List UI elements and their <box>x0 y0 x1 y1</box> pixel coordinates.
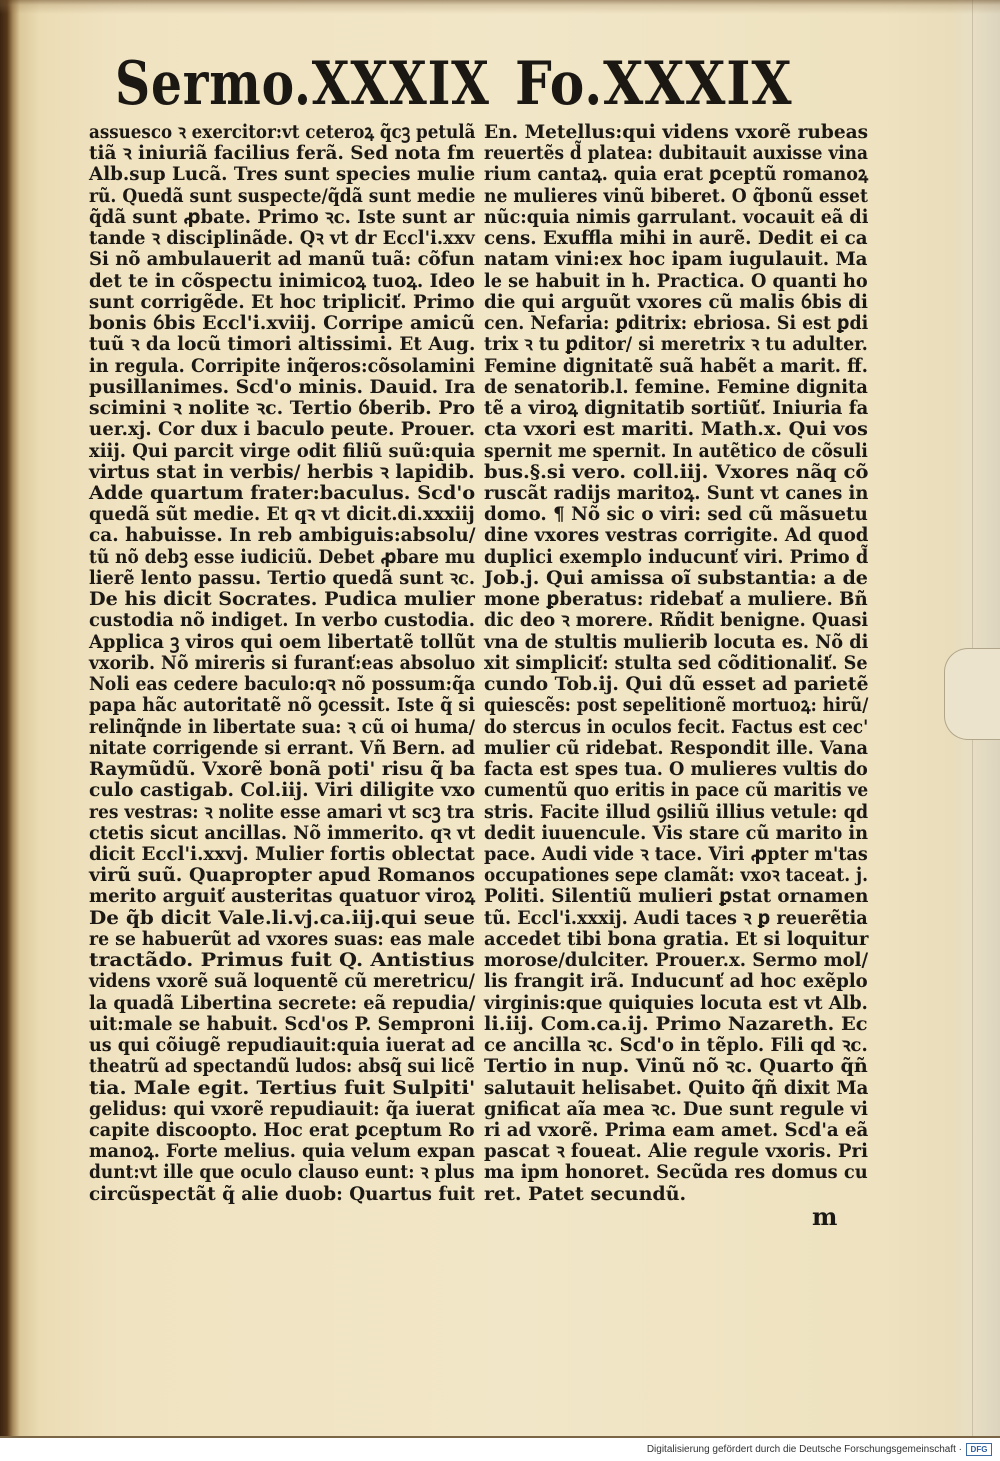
text-line: pascat ꝛ foueat. Alie regule vxoris. Pri <box>484 1140 868 1163</box>
text-line: quedã sũt medie. Et qꝛ vt dicit.di.xxxiij <box>89 503 475 526</box>
text-line: tũ. Eccl'i.xxxij. Audi taces ꝛ ꝑ reuerẽtia <box>484 906 868 929</box>
text-line: relinq̃nde in libertate sua: ꝛ cũ oi huma/ <box>89 715 476 738</box>
text-line: virginis:que quiquies locuta est vt Alb. <box>484 991 868 1014</box>
text-line: cta vxori est mariti. Math.x. Qui vos <box>484 418 868 441</box>
text-column-left <box>89 122 475 1205</box>
text-line: tiã ꝛ iniuriã facilius ferã. Sed nota fm <box>89 142 475 165</box>
dfg-logo: DFG <box>966 1443 992 1456</box>
text-line: tuũ ꝛ da locũ timori altissimi. Et Aug. <box>89 333 476 356</box>
text-line: li.iij. Com.ca.ij. Primo Nazareth. Ec <box>484 1012 868 1035</box>
text-line: det te in cõspectu inimicoꝝ tuoꝝ. Ideo <box>89 269 475 292</box>
text-line: natam vini:ex hoc ipam iugulauit. Ma <box>484 248 868 271</box>
text-line: bonis ỽbis Eccl'i.xviij. Corripe amicũ <box>89 312 475 335</box>
text-line: ruscãt radijs maritoꝝ. Sunt vt canes in <box>484 481 869 504</box>
text-line: theatrũ ad spectandũ ludos: absq̃ sui licẽ <box>89 1055 475 1078</box>
text-line: dine vxores vestras corrigite. Ad quod <box>484 524 869 547</box>
text-line: Adde quartum frater:baculus. Scd'o <box>89 481 476 504</box>
folio-number: Fo.XXXIX <box>515 49 793 119</box>
text-column-right <box>484 122 868 1205</box>
text-line: cens. Exuffla mihi in aurẽ. Dedit ei ca <box>484 227 868 250</box>
text-line: ne mulieres vinũ biberet. O q̃bonũ esset <box>484 184 868 207</box>
text-line: ret. Patet secundũ. <box>484 1182 687 1205</box>
text-line: morose/dulciter. Prouer.x. Sermo mol/ <box>484 949 869 972</box>
text-line: circũspectãt q̃ alie duob: Quartus fuit <box>89 1182 475 1205</box>
text-line: duplici exemplo inducunť viri. Primo d̃ <box>484 545 869 568</box>
text-line: Alb.sup Lucã. Tres sunt species mulie <box>89 163 476 186</box>
text-line: Politi. Silentiũ mulieri ꝑstat ornamen <box>484 885 869 908</box>
text-line: vxorib. Nõ mireris si furanť:eas absoluo <box>89 651 476 674</box>
text-line: videns vxorẽ suã loquentẽ cũ meretricu/ <box>89 970 475 993</box>
text-line: tẽ a viroꝝ dignitatib sortiũť. Iniuria fa <box>484 397 869 420</box>
text-line: En. Metellus:qui videns vxorẽ rubeas <box>484 121 869 143</box>
text-line: res vestras: ꝛ nolite esse amari vt scꝫ tra <box>89 800 475 823</box>
text-line: quiescẽs: post sepelitionẽ mortuoꝝ: hirũ/ <box>484 694 869 717</box>
text-line: sunt corrigẽde. Et hoc tripliciť. Primo <box>89 290 475 313</box>
text-line: lis frangit irã. Inducunť ad hoc exẽplo <box>484 970 868 993</box>
text-line: in regula. Corripite inq̃eros:cõsolamini <box>89 354 475 377</box>
text-line: Tertio in nup. Vinũ nõ ꝛc. Quarto q̃ñ <box>484 1055 868 1078</box>
text-line: dunt:vt ille que oculo clauso eunt: ꝛ plus <box>89 1161 475 1184</box>
text-line: uit:male se habuit. Scd'os P. Semproni <box>89 1012 475 1035</box>
text-line: uer.xj. Cor dux i baculo peute. Prouer. <box>89 418 476 441</box>
text-line: pusillanimes. Scd'o minis. Dauid. Ira <box>89 375 476 398</box>
digitization-credit: Digitalisierung gefördert durch die Deutsche Forschungsgemeinschaft · <box>646 1444 962 1455</box>
text-line: Noli eas cedere baculo:qꝛ nõ possum:q̃a <box>89 673 476 696</box>
text-line: salutauit helisabet. Quito q̃ñ dixit Ma <box>484 1076 869 1099</box>
text-line: lierẽ lento passu. Tertio quedã sunt ꝛc. <box>89 566 476 589</box>
text-line: tractãdo. Primus fuit Q. Antistius <box>89 949 475 972</box>
text-line: mone ꝑberatus: ridebať a muliere. Bñ <box>484 588 868 611</box>
text-line: scimini ꝛ nolite ꝛc. Tertio ỽberib. Pro <box>89 397 475 420</box>
text-line: tande ꝛ disciplinãde. Qꝛ vt dr Eccl'i.xxv <box>89 227 475 250</box>
text-line: cen. Nefaria: ꝑditrix: ebriosa. Si est ꝑdi <box>484 312 869 335</box>
text-line: dedit iuuencule. Vis stare cũ marito in <box>484 821 869 844</box>
text-line: gnificat aĩa mea ꝛc. Due sunt regule vi <box>484 1097 868 1120</box>
text-line: reuertẽs d̃ platea: dubitauit auxisse vina <box>484 142 868 165</box>
text-line: vna de stultis mulierib locuta es. Nõ di <box>484 630 869 653</box>
text-line: spernit me spernit. In autẽtico de cõsuli <box>484 439 868 462</box>
page-edge-tab <box>944 648 1000 740</box>
text-line: accedet tibi bona gratia. Et si loquitur <box>484 927 869 950</box>
text-line: ri ad vxorẽ. Prima eam amet. Scd'a eã <box>484 1119 869 1142</box>
text-line: domo. ¶ Nõ sic o viri: sed cũ mãsuetu <box>484 503 868 526</box>
text-line: De his dicit Socrates. Pudica mulier <box>89 588 475 611</box>
text-line: virtus stat in verbis/ herbis ꝛ lapidib. <box>89 460 475 483</box>
text-line: merito arguiť austeritas quatuor viroꝝ <box>89 885 476 908</box>
text-line: nũc:quia nimis garrulant. vocauit eã di <box>484 205 869 228</box>
text-line: papa hãc autoritatẽ nõ ꝯcessit. Iste q̃ si <box>89 694 475 717</box>
text-line: ma ipm honoret. Secũda res domus cu <box>484 1161 868 1184</box>
running-title: Sermo.XXXIX <box>115 49 490 119</box>
text-line: ctetis sicut ancillas. Nõ immerito. qꝛ vt <box>89 821 476 844</box>
text-line: ce ancilla ꝛc. Scd'o in tẽplo. Fili qd ꝛc. <box>484 1034 868 1057</box>
text-line: Femine dignitatẽ suã habẽt a marit. ff. <box>484 354 868 377</box>
text-line: Job.j. Qui amissa oĩ substantia: a de <box>484 566 868 589</box>
text-line: dicit Eccl'i.xxvj. Mulier fortis oblectat <box>89 842 475 865</box>
text-line: xiij. Qui parcit virge odit filiũ suũ:quia <box>89 439 476 462</box>
text-line: gelidus: qui vxorẽ repudiauit: q̃a iuerat <box>89 1097 475 1120</box>
text-line: Raymũdũ. Vxorẽ bonã poti' risu q̃ ba <box>89 758 476 781</box>
text-line: le se habuit in h. Practica. O quanti ho <box>484 269 868 292</box>
text-line: culo castigab. Col.iij. Viri diligite vxo <box>89 779 476 802</box>
text-line: facta est spes tua. O mulieres vultis do <box>484 758 868 781</box>
text-line: cundo Tob.ij. Qui dũ esset ad parietẽ <box>484 673 869 696</box>
text-line: rium cantaꝝ. quia erat ꝑceptũ romanoꝝ <box>484 163 869 186</box>
text-line: die qui arguũt vxores cũ malis ỽbis di <box>484 290 868 313</box>
text-line: de senatorib.l. femine. Femine dignita <box>484 375 868 398</box>
text-line: mulier cũ ridebat. Respondit ille. Vana <box>484 736 868 759</box>
text-line: tũ nõ debꝫ esse iudiciũ. Debet ꝓbare mu <box>89 545 476 568</box>
text-line: do stercus in oculos fecit. Factus est cec' <box>484 715 869 738</box>
text-line: stris. Facite illud ꝯsiliũ illius vetule: qd <box>484 800 869 823</box>
text-line: rũ. Quedã sunt suspecte/q̃dã sunt medie <box>89 184 476 207</box>
text-line: la quadã Libertina secrete: eã repudia/ <box>89 991 476 1014</box>
text-line: manoꝝ. Forte melius. quia velum expan <box>89 1140 476 1163</box>
text-line: re se habuerũt ad vxores suas: eas male <box>89 927 475 950</box>
text-line: cumentũ quo eritis in pace cũ maritis ve <box>484 779 869 802</box>
text-line: tia. Male egit. Tertius fuit Sulpiti' <box>89 1076 476 1099</box>
text-line: ca. habuisse. In reb ambiguis:absolu/ <box>89 524 476 547</box>
text-line: virũ suũ. Quapropter apud Romanos <box>89 864 476 887</box>
text-line: dic deo ꝛ morere. Rñdit benigne. Quasi <box>484 609 869 632</box>
text-line: assuesco ꝛ exercitor:vt ceteroꝝ q̃cꝫ petulã <box>89 121 476 143</box>
text-line: trix ꝛ tu ꝑditor/ si meretrix ꝛ tu adulter. <box>484 333 868 356</box>
text-line: Applica ꝫ viros qui oem libertatẽ tollũt <box>89 630 476 653</box>
text-line: q̃dã sunt ꝓbate. Primo ꝛc. Iste sunt ar <box>89 205 475 228</box>
signature-mark: m <box>812 1202 838 1231</box>
text-line: pace. Audi vide ꝛ tace. Viri ꝓpter m'tas <box>484 842 868 865</box>
text-line: nitate corrigende si errant. Vñ Bern. ad <box>89 736 475 759</box>
text-line: De q̃b dicit Vale.li.vj.ca.iij.qui seue <box>89 906 475 929</box>
text-line: Si nõ ambulauerit ad manũ tuã: cõfun <box>89 248 475 271</box>
text-line: bus.§.si vero. coll.iij. Vxores nãq cõ <box>484 460 869 483</box>
text-line: capite discoopto. Hoc erat ꝑceptum Ro <box>89 1119 475 1142</box>
text-line: custodia nõ indiget. In verbo custodia. <box>89 609 475 632</box>
text-line: us qui cõiugẽ repudiauit:quia iuerat ad <box>89 1034 475 1057</box>
text-line: xit simpliciť: stulta sed cõditionaliť. Se <box>484 651 868 674</box>
text-line: occupationes sepe clamãt: vxoꝛ taceat. j. <box>484 864 869 887</box>
